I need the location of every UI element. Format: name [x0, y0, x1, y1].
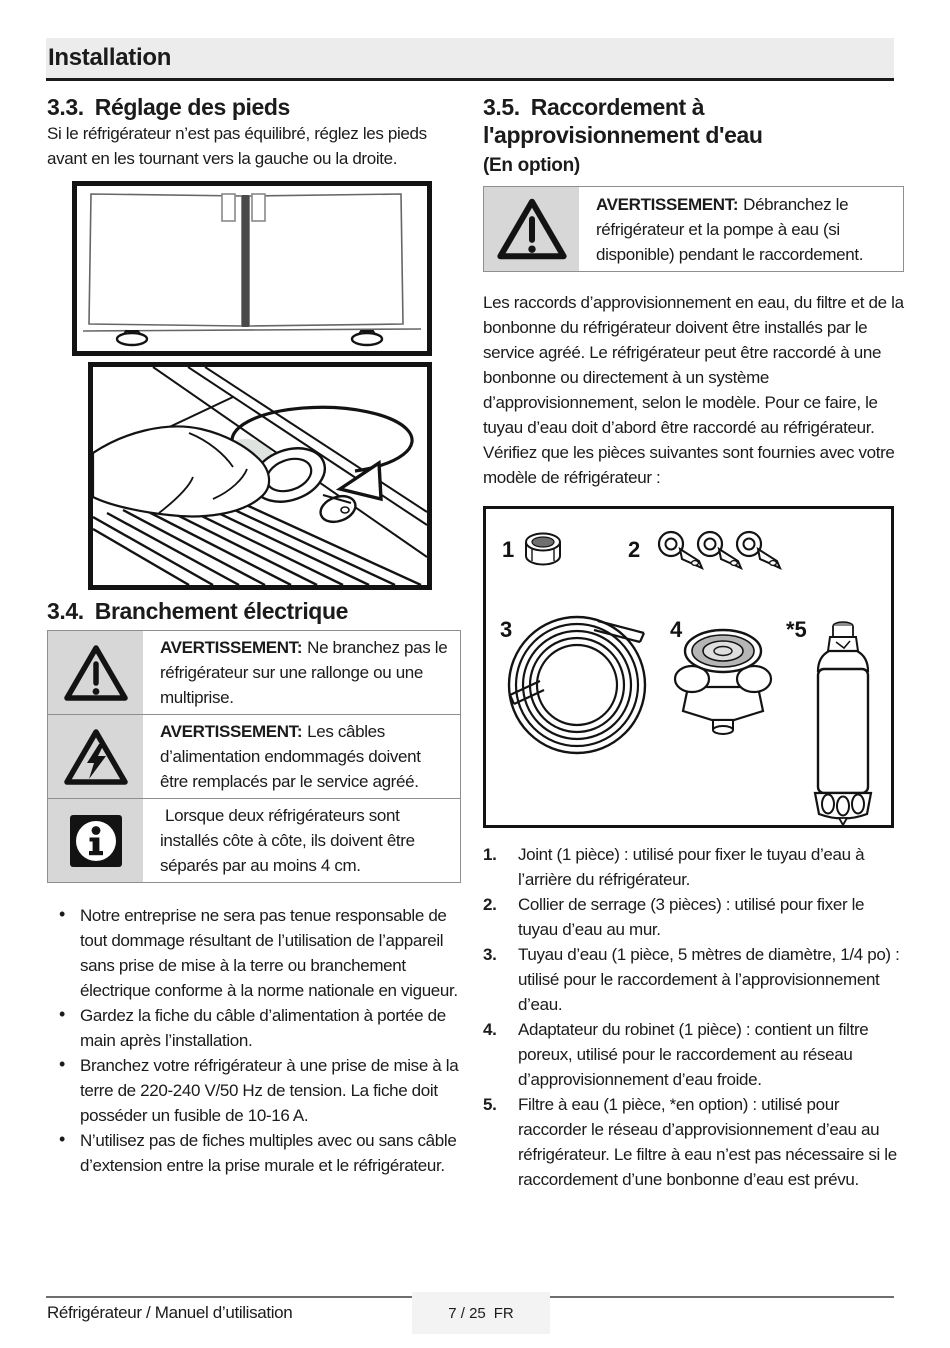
door-handle-left [222, 194, 235, 221]
list-item [483, 892, 904, 942]
section-35-subtitle: (En option) [483, 155, 580, 176]
header-rule [46, 78, 894, 81]
list-item [483, 942, 904, 1017]
water-connection-parts-figure [483, 506, 894, 828]
item-number: 1. [483, 845, 497, 864]
section-34-heading [47, 597, 461, 625]
list-item [483, 1017, 904, 1092]
warning-label: AVERTISSEMENT: [160, 638, 303, 657]
item-text: Adaptateur du robinet (1 pièce) : contient un filtre poreux, utilisé pour le raccordement au réseau d’approvisionnement d’eau froide. [518, 1020, 869, 1089]
section-34-bullet-list [47, 903, 461, 1178]
section-33-heading [47, 93, 461, 121]
front-foot-left [117, 331, 147, 345]
footer-document-title: Réfrigérateur / Manuel d’utilisation [47, 1303, 293, 1322]
section-35-paragraph-1: Les raccords d’approvisionnement en eau, du filtre et de la bonbonne du réfrigérateur doivent être installés par le service agréé. Le réfrigérateur peut être raccordé à une bonbonne ou directement à un système d’approvisionnement, selon le modèle. Pour ce faire, le tuyau d’eau doit d’abord être raccordé au réfrigérateur. [483, 293, 904, 437]
bullet-text: N’utilisez pas de fiches multiples avec ou sans câble d’extension entre la prise murale et le réfrigérateur. [80, 1131, 457, 1175]
item-text: Joint (1 pièce) : utilisé pour fixer le tuyau d’eau à l’arrière du réfrigérateur. [518, 845, 865, 889]
info-row [48, 798, 460, 882]
bullet-text: Gardez la fiche du câble d’alimentation à portée de main après l’installation. [80, 1006, 446, 1050]
warning-icon-panel [48, 715, 143, 798]
pipe-clamps [659, 532, 780, 568]
list-item [47, 1003, 461, 1053]
section-33-body: Si le réfrigérateur n’est pas équilibré, réglez les pieds avant en les tournant vers la gauche ou la droite. [47, 124, 427, 168]
item-number: 3. [483, 945, 497, 964]
info-icon [69, 814, 123, 868]
section-34-warning-boxes [47, 630, 461, 883]
list-item [47, 1053, 461, 1128]
bullet-glyph: • [59, 904, 65, 924]
list-item [47, 1128, 461, 1178]
bullet-text: Notre entreprise ne sera pas tenue responsable de tout dommage résultant de l’utilisation de l’appareil sans prise de mise à la terre ou branchement électrique conforme à la norme nationale en vigueur. [80, 906, 458, 1000]
item-text: Filtre à eau (1 pièce, *en option) : utilisé pour raccorder le réseau d’approvisionnement d’eau au réfrigérateur. Le filtre à eau n’est pas nécessaire si le raccordement d’une bonbonne d’eau est prévu. [518, 1095, 897, 1189]
warning-icon-panel [484, 187, 579, 271]
list-item [47, 903, 461, 1003]
section-35-paragraph-2: Vérifiez que les pièces suivantes sont fournies avec votre modèle de réfrigérateur : [483, 443, 895, 487]
foot-adjust-drawing [93, 367, 427, 585]
section-35-heading [483, 93, 904, 149]
section-35-warning-box [483, 186, 904, 272]
item-number: 2. [483, 895, 497, 914]
section-35-title: Raccordement à l'approvisionnement d'eau [483, 94, 763, 148]
part-label-1: 1 [502, 537, 515, 562]
warning-text [579, 187, 903, 271]
info-body: Lorsque deux réfrigérateurs sont installés côte à côte, ils doivent être séparés par au moins 4 cm. [160, 806, 415, 875]
section-35-number: 3.5. [483, 94, 520, 120]
bullet-glyph: • [59, 1129, 65, 1149]
info-text [143, 799, 460, 882]
warning-row [48, 631, 460, 714]
info-icon-panel [48, 799, 143, 882]
list-item [483, 1092, 904, 1192]
warning-triangle-icon [63, 643, 129, 703]
right-column [483, 93, 904, 1192]
joint-nut [526, 534, 560, 565]
parts-numbered-list [483, 842, 904, 1192]
part-label-4: 4 [670, 617, 683, 642]
item-text: Tuyau d’eau (1 pièce, 5 mètres de diamètre, 1/4 po) : utilisé pour le raccordement à l’approvisionnement d’eau. [518, 945, 900, 1014]
tap-adapter [675, 630, 771, 734]
warning-body: Ne branchez pas le réfrigérateur sur une rallonge ou une multiprise. [160, 638, 448, 707]
warning-label: AVERTISSEMENT: [596, 194, 739, 214]
page-number [412, 1305, 550, 1322]
left-column [47, 93, 461, 1178]
warning-row [484, 187, 903, 271]
section-34-number: 3.4. [47, 598, 84, 624]
list-item [483, 842, 904, 892]
water-filter [815, 622, 871, 825]
language-code: FR [493, 1305, 514, 1322]
warning-text [143, 715, 460, 798]
chapter-header-band [46, 38, 894, 78]
warning-text [143, 631, 460, 714]
bullet-glyph: • [59, 1054, 65, 1074]
part-label-5: *5 [786, 617, 807, 642]
section-34-title: Branchement électrique [94, 598, 348, 624]
water-tube-coil [509, 617, 645, 753]
item-number: 5. [483, 1095, 497, 1114]
front-foot-right [352, 331, 382, 345]
warning-label: AVERTISSEMENT: [160, 722, 303, 741]
parts-drawing [486, 509, 891, 825]
part-label-2: 2 [628, 537, 641, 562]
item-text: Collier de serrage (3 pièces) : utilisé pour fixer le tuyau d’eau au mur. [518, 895, 865, 939]
part-label-3: 3 [500, 617, 513, 642]
door-handle-right [252, 194, 265, 221]
warning-body: Débranchez le réfrigérateur et la pompe à eau (si disponible) pendant le raccordement. [596, 194, 864, 264]
bullet-text: Branchez votre réfrigérateur à une prise de mise à la terre de 220-240 V/50 Hz de tension. La fiche doit posséder un fusible de 10-16 A. [80, 1056, 459, 1125]
item-number: 4. [483, 1020, 497, 1039]
fridge-front-figure [72, 181, 432, 356]
warning-row [48, 714, 460, 798]
foot-adjust-figure [88, 362, 432, 590]
fridge-front-drawing [77, 186, 427, 351]
electric-hazard-triangle-icon [63, 727, 129, 787]
warning-body: Les câbles d’alimentation endommagés doivent être remplacés par le service agréé. [160, 722, 421, 791]
bullet-glyph: • [59, 1004, 65, 1024]
chapter-title: Installation [48, 44, 172, 71]
section-33-number: 3.3. [47, 94, 84, 120]
page-counter: 7 / 25 [448, 1305, 486, 1322]
section-33-title: Réglage des pieds [94, 94, 290, 120]
warning-triangle-icon [496, 196, 568, 262]
warning-icon-panel [48, 631, 143, 714]
